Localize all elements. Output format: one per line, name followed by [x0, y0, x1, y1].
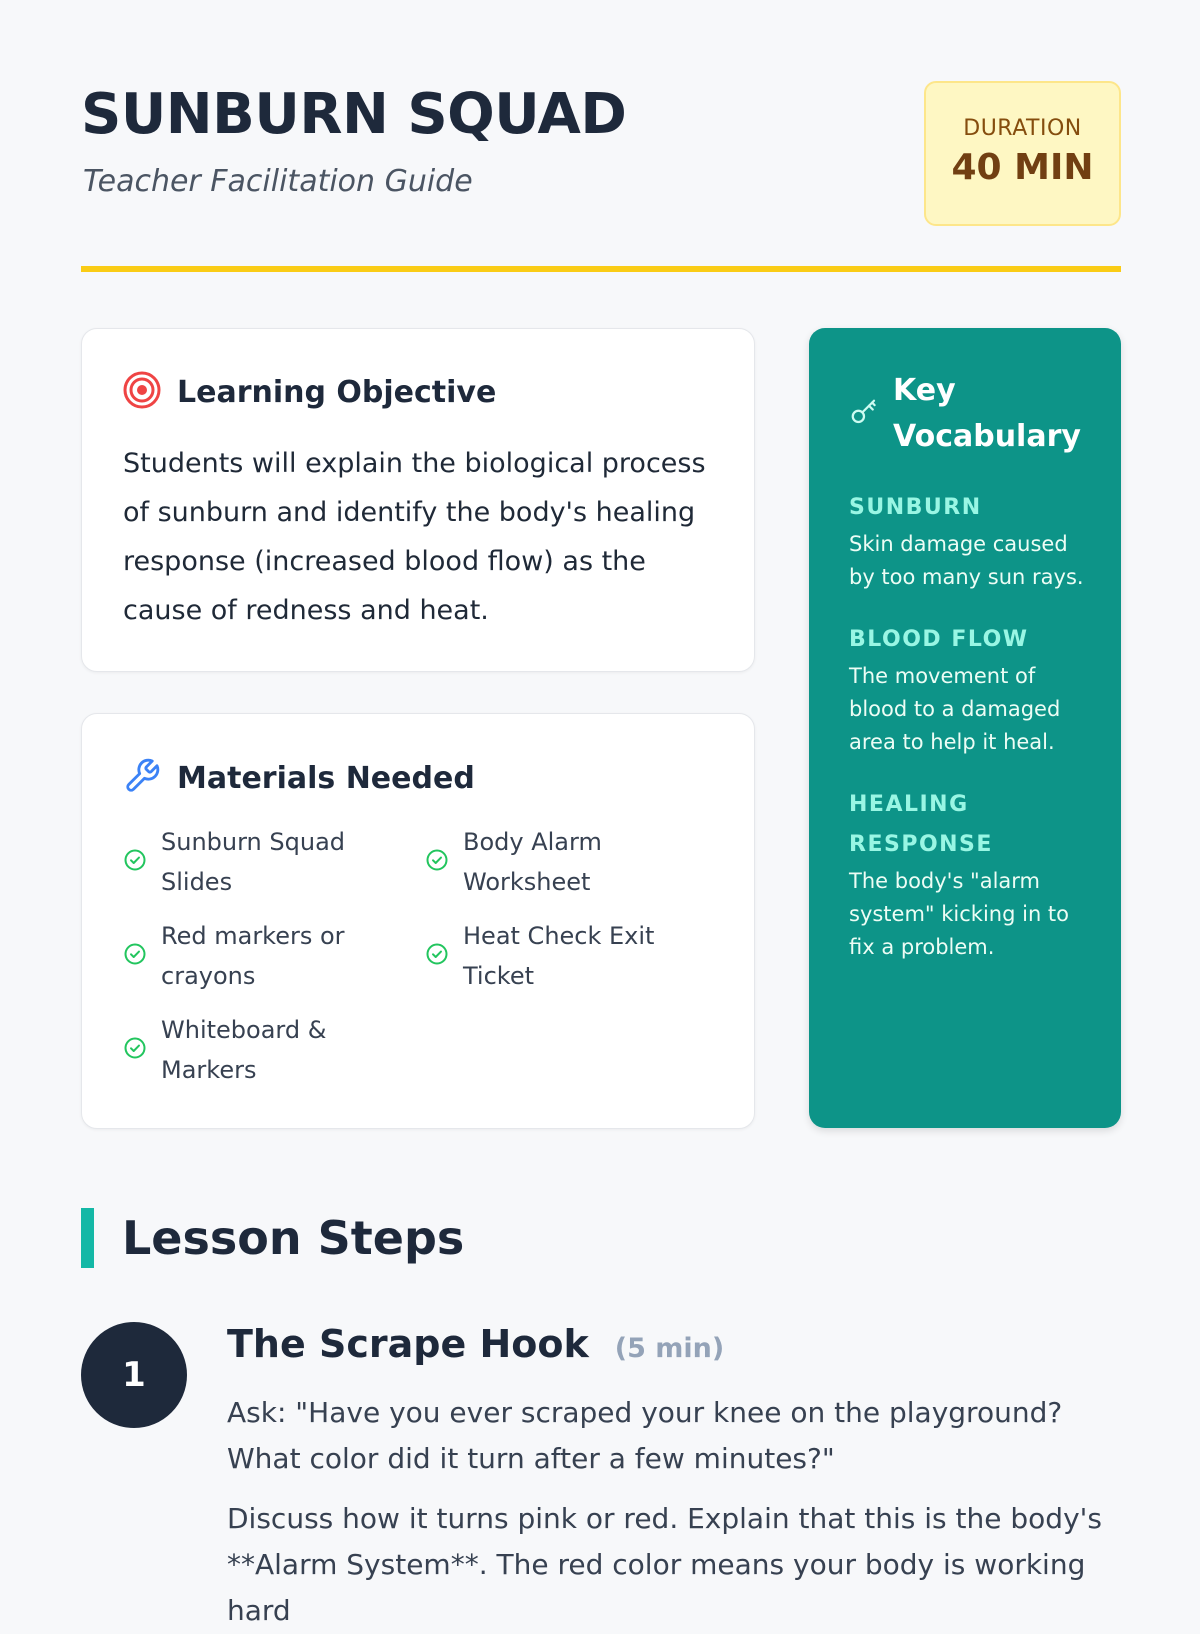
- list-item: [425, 822, 725, 902]
- step-header: [227, 1322, 1117, 1378]
- materials-card: [81, 713, 755, 1129]
- vocab-definition: The body's "alarm system" kicking in to fix a problem.: [849, 869, 1070, 959]
- lesson-steps-title: Lesson Steps: [122, 1211, 465, 1265]
- key-vocabulary-panel: [809, 328, 1121, 1128]
- list-item: [123, 1010, 425, 1090]
- vocab-term: HEALING RESPONSE: [849, 792, 993, 857]
- learning-objective-header: [123, 371, 496, 413]
- materials-list: [123, 822, 723, 1090]
- page-header: [81, 0, 1121, 274]
- target-icon: [123, 371, 161, 413]
- vocabulary-list: [849, 488, 1089, 990]
- step-number-badge: 1: [81, 1322, 187, 1428]
- step-paragraph: Discuss how it turns pink or red. Explain that this is the body's **Alarm System**. The red color means your body is working hard: [227, 1502, 1102, 1627]
- duration-label: DURATION: [963, 116, 1082, 141]
- learning-objective-card: [81, 328, 755, 672]
- key-vocabulary-header: [849, 368, 1083, 460]
- lesson-steps-heading: [81, 1208, 464, 1268]
- wrench-icon: [123, 757, 161, 799]
- vocab-entry: [849, 620, 1089, 759]
- check-circle-icon: [123, 1036, 147, 1064]
- list-item: [123, 822, 425, 902]
- vocab-entry: [849, 488, 1089, 594]
- vocab-entry: [849, 785, 1089, 964]
- list-item: [425, 916, 725, 996]
- material-label: Sunburn Squad Slides: [161, 828, 346, 896]
- vocab-definition: The movement of blood to a damaged area to help it heal.: [849, 664, 1061, 754]
- step-title: The Scrape Hook: [227, 1322, 589, 1366]
- page-subtitle: Teacher Facilitation Guide: [83, 164, 473, 199]
- materials-header: [123, 757, 475, 799]
- learning-objective-text: Students will explain the biological process of sunburn and identify the body's healing response (increased blood flow) as the cause of redness and heat.: [123, 448, 706, 626]
- check-circle-icon: [123, 848, 147, 876]
- material-label: Whiteboard & Markers: [161, 1016, 327, 1084]
- material-label: Red markers or crayons: [161, 922, 345, 990]
- check-circle-icon: [425, 942, 449, 970]
- heading-accent-bar: [81, 1208, 94, 1268]
- lesson-guide-page: [81, 0, 1121, 1627]
- duration-value: 40 MIN: [951, 147, 1094, 188]
- check-circle-icon: [425, 848, 449, 876]
- page-title: SUNBURN SQUAD: [81, 82, 627, 147]
- vocab-term: BLOOD FLOW: [849, 627, 1029, 652]
- material-label: Body Alarm Worksheet: [463, 828, 602, 896]
- header-divider: [81, 266, 1121, 272]
- vocab-term: SUNBURN: [849, 495, 982, 520]
- key-vocabulary-title: Key Vocabulary: [893, 373, 1081, 454]
- step-paragraph: Ask: "Have you ever scraped your knee on the playground? What color did it turn after a few minutes?": [227, 1396, 1063, 1475]
- list-item: [123, 916, 425, 996]
- step-content: [227, 1322, 1117, 1634]
- material-label: Heat Check Exit Ticket: [463, 922, 655, 990]
- step-duration: (5 min): [614, 1333, 725, 1364]
- check-circle-icon: [123, 942, 147, 970]
- key-icon: [849, 397, 879, 431]
- learning-objective-title: Learning Objective: [177, 374, 497, 410]
- vocab-definition: Skin damage caused by too many sun rays.: [849, 532, 1084, 589]
- materials-title: Materials Needed: [177, 760, 475, 796]
- duration-badge: [924, 81, 1121, 226]
